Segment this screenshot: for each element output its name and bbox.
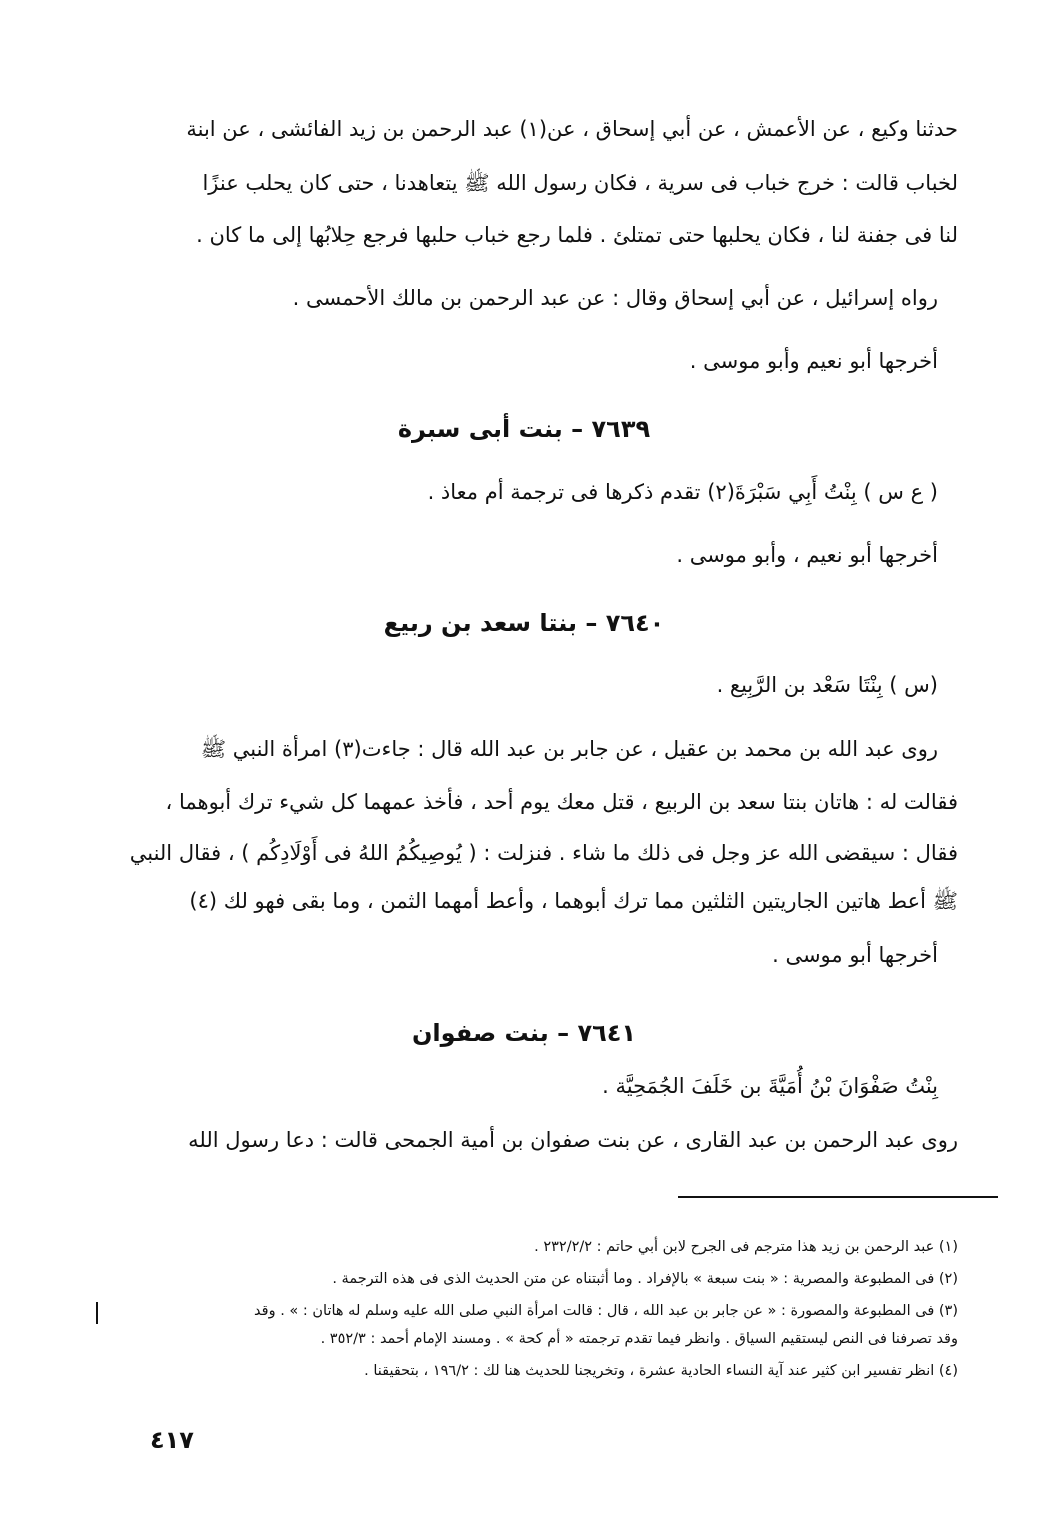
entry-7640-line2: روى عبد الله بن محمد بن عقيل ، عن جابر بن عبد الله قال : جاءت(٣) امرأة النبي ﷺ (200, 737, 938, 761)
entry-7641-line1: بِنْتُ صَفْوَانَ بْنُ أُمَيَّةَ بن خَلَفَ الجُمَحِيَّة . (602, 1074, 938, 1098)
page-number: ٤١٧ (150, 1426, 194, 1454)
footnote-1: (١) عبد الرحمن بن زيد هذا مترجم فى الجرح لابن أبي حاتم : ٢٣٢/٢/٢ . (534, 1239, 958, 1255)
entry-7640-line5: ﷺ أعط هاتين الجاريتين الثلثين مما ترك أبوهما ، وأعط أمهما الثمن ، وما بقى فهو لك (٤) (189, 889, 958, 913)
paragraph3: أخرجها أبو نعيم وأبو موسى . (689, 349, 938, 373)
entry-7640-heading: ٧٦٤٠ – بنتا سعد بن ربيع (383, 609, 665, 637)
paragraph1-line2: لخباب قالت : خرج خباب فى سرية ، فكان رسول الله ﷺ يتعاهدنا ، حتى كان يحلب عنزًا (202, 171, 958, 195)
footnote-3: (٣) فى المطبوعة والمصورة : « عن جابر بن عبد الله ، قال : قالت امرأة النبي صلى الله عليه وسلم له هاتان : » . وقد (254, 1303, 958, 1319)
entry-7640-line4: فقال : سيقضى الله عز وجل فى ذلك ما شاء . فنزلت : ( يُوصِيكُمُ اللهُ فى أَوْلَادِكُم ) ، فقال النبي (129, 841, 958, 865)
entry-7641-heading: ٧٦٤١ – بنت صفوان (411, 1019, 637, 1047)
entry-7639-line2: أخرجها أبو نعيم ، وأبو موسى . (676, 543, 938, 567)
entry-7641-line2: روى عبد الرحمن بن عبد القارى ، عن بنت صفوان بن أمية الجمحى قالت : دعا رسول الله (188, 1128, 958, 1152)
entry-7640-line3: فقالت له : هاتان بنتا سعد بن الربيع ، قتل معك يوم أحد ، فأخذ عمهما كل شيء ترك أبوهما ، (165, 790, 958, 814)
entry-7640-line1: (س ) بِنْتَا سَعْد بن الرَّبِيع . (716, 673, 938, 697)
entry-7639-heading: ٧٦٣٩ – بنت أبى سبرة (397, 415, 651, 443)
footnote-3-continued: وقد تصرفنا فى النص ليستقيم السياق . وانظر فيما تقدم ترجمته « أم كحة » . ومسند الإمام أحمد : ٣٥٢/٣ . (320, 1331, 958, 1347)
footnote-separator (678, 1196, 998, 1198)
paragraph1-line1: حدثنا وكيع ، عن الأعمش ، عن أبي إسحاق ، عن(١) عبد الرحمن بن زيد الفائشى ، عن ابنة (186, 117, 958, 141)
margin-mark (96, 1302, 98, 1324)
paragraph2: رواه إسرائيل ، عن أبي إسحاق وقال : عن عبد الرحمن بن مالك الأحمسى . (292, 286, 938, 310)
footnote-2: (٢) فى المطبوعة والمصرية : « بنت سبعة » بالإفراد . وما أثبتناه عن متن الحديث الذى فى هذه الترجمة . (332, 1271, 958, 1287)
footnote-4: (٤) انظر تفسير ابن كثير عند آية النساء الحادية عشرة ، وتخريجنا للحديث هنا لك : ١٩٦/٢ ، بتحقيقنا . (364, 1363, 958, 1379)
entry-7640-line6: أخرجها أبو موسى . (772, 943, 938, 967)
entry-7639-line1: ( ع س ) بِنْتُ أَبِي سَبْرَةَ(٢) تقدم ذكرها فى ترجمة أم معاذ . (427, 480, 938, 504)
paragraph1-line3: لنا فى جفنة لنا ، فكان يحلبها حتى تمتلئ . فلما رجع خباب حلبها فرجع حِلابُها إلى ما كان . (196, 223, 958, 247)
